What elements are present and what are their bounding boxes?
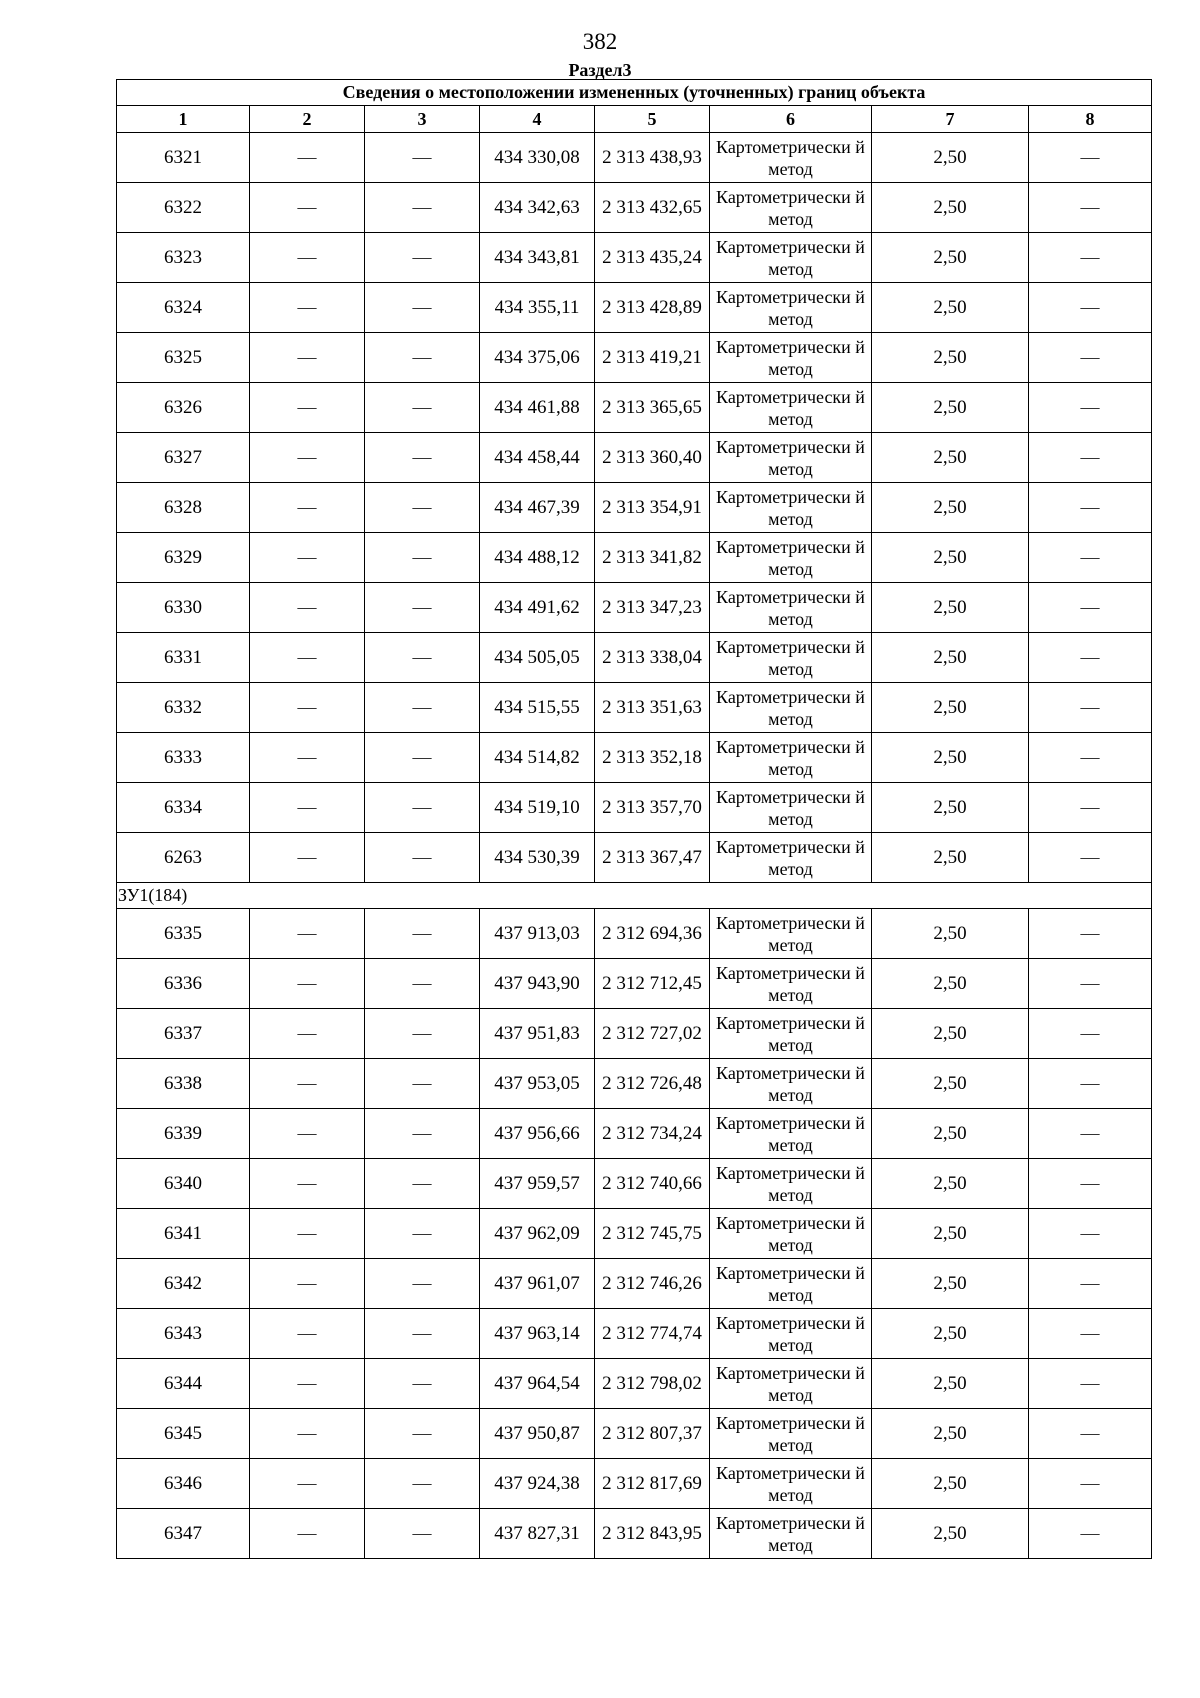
method-cell: Картометрически й метод <box>710 1459 872 1509</box>
precision-cell: 2,50 <box>872 1459 1029 1509</box>
coordinate-y-cell: 2 312 734,24 <box>595 1109 710 1159</box>
coordinate-x-cell: 434 491,62 <box>480 583 595 633</box>
empty-value-cell: — <box>1029 283 1152 333</box>
precision-cell: 2,50 <box>872 483 1029 533</box>
empty-value-cell: — <box>365 283 480 333</box>
empty-value-cell: — <box>250 1109 365 1159</box>
point-number-cell: 6322 <box>117 183 250 233</box>
precision-cell: 2,50 <box>872 783 1029 833</box>
coordinate-x-cell: 437 964,54 <box>480 1359 595 1409</box>
point-number-cell: 6330 <box>117 583 250 633</box>
method-cell: Картометрически й метод <box>710 333 872 383</box>
method-cell: Картометрически й метод <box>710 133 872 183</box>
empty-value-cell: — <box>1029 1109 1152 1159</box>
table-row <box>117 433 1152 483</box>
empty-value-cell: — <box>1029 1459 1152 1509</box>
point-number-cell: 6347 <box>117 1509 250 1559</box>
precision-cell: 2,50 <box>872 1159 1029 1209</box>
coordinate-x-cell: 434 342,63 <box>480 183 595 233</box>
empty-value-cell: — <box>250 333 365 383</box>
table-row <box>117 283 1152 333</box>
table-row <box>117 1459 1152 1509</box>
precision-cell: 2,50 <box>872 1059 1029 1109</box>
empty-value-cell: — <box>1029 1509 1152 1559</box>
point-number-cell: 6333 <box>117 733 250 783</box>
empty-value-cell: — <box>1029 1209 1152 1259</box>
method-cell: Картометрически й метод <box>710 683 872 733</box>
point-number-cell: 6343 <box>117 1309 250 1359</box>
coordinate-x-cell: 434 467,39 <box>480 483 595 533</box>
coordinate-x-cell: 434 343,81 <box>480 233 595 283</box>
empty-value-cell: — <box>250 783 365 833</box>
point-number-cell: 6339 <box>117 1109 250 1159</box>
coordinate-y-cell: 2 313 432,65 <box>595 183 710 233</box>
empty-value-cell: — <box>1029 833 1152 883</box>
empty-value-cell: — <box>1029 383 1152 433</box>
point-number-cell: 6263 <box>117 833 250 883</box>
column-number: 3 <box>365 106 480 133</box>
precision-cell: 2,50 <box>872 583 1029 633</box>
point-number-cell: 6321 <box>117 133 250 183</box>
empty-value-cell: — <box>1029 183 1152 233</box>
coordinate-x-cell: 437 961,07 <box>480 1259 595 1309</box>
point-number-cell: 6323 <box>117 233 250 283</box>
method-cell: Картометрически й метод <box>710 1009 872 1059</box>
coordinate-y-cell: 2 312 774,74 <box>595 1309 710 1359</box>
empty-value-cell: — <box>250 433 365 483</box>
precision-cell: 2,50 <box>872 1109 1029 1159</box>
coordinate-y-cell: 2 313 357,70 <box>595 783 710 833</box>
point-number-cell: 6325 <box>117 333 250 383</box>
empty-value-cell: — <box>1029 1059 1152 1109</box>
empty-value-cell: — <box>1029 633 1152 683</box>
table-row <box>117 233 1152 283</box>
point-number-cell: 6345 <box>117 1409 250 1459</box>
coordinate-y-cell: 2 312 740,66 <box>595 1159 710 1209</box>
coordinate-x-cell: 434 515,55 <box>480 683 595 733</box>
coordinate-x-cell: 437 827,31 <box>480 1509 595 1559</box>
empty-value-cell: — <box>1029 909 1152 959</box>
empty-value-cell: — <box>1029 959 1152 1009</box>
coordinate-x-cell: 434 458,44 <box>480 433 595 483</box>
empty-value-cell: — <box>365 183 480 233</box>
coordinate-y-cell: 2 312 798,02 <box>595 1359 710 1409</box>
empty-value-cell: — <box>365 1309 480 1359</box>
empty-value-cell: — <box>1029 783 1152 833</box>
coordinate-x-cell: 434 519,10 <box>480 783 595 833</box>
empty-value-cell: — <box>1029 483 1152 533</box>
method-cell: Картометрически й метод <box>710 433 872 483</box>
coordinate-y-cell: 2 313 352,18 <box>595 733 710 783</box>
coordinate-y-cell: 2 312 745,75 <box>595 1209 710 1259</box>
method-cell: Картометрически й метод <box>710 633 872 683</box>
point-number-cell: 6327 <box>117 433 250 483</box>
table-caption: Сведения о местоположении измененных (уточненных) границ объекта <box>117 80 1152 106</box>
empty-value-cell: — <box>365 1109 480 1159</box>
empty-value-cell: — <box>250 833 365 883</box>
coordinate-y-cell: 2 312 712,45 <box>595 959 710 1009</box>
coordinate-x-cell: 434 355,11 <box>480 283 595 333</box>
coordinate-x-cell: 437 951,83 <box>480 1009 595 1059</box>
table-row <box>117 1509 1152 1559</box>
empty-value-cell: — <box>1029 133 1152 183</box>
empty-value-cell: — <box>365 783 480 833</box>
empty-value-cell: — <box>250 1359 365 1409</box>
empty-value-cell: — <box>365 1459 480 1509</box>
empty-value-cell: — <box>1029 683 1152 733</box>
coordinate-x-cell: 437 956,66 <box>480 1109 595 1159</box>
precision-cell: 2,50 <box>872 133 1029 183</box>
coordinate-x-cell: 434 461,88 <box>480 383 595 433</box>
empty-value-cell: — <box>365 433 480 483</box>
coordinate-y-cell: 2 313 338,04 <box>595 633 710 683</box>
empty-value-cell: — <box>365 1509 480 1559</box>
empty-value-cell: — <box>1029 433 1152 483</box>
coordinate-x-cell: 437 913,03 <box>480 909 595 959</box>
empty-value-cell: — <box>250 633 365 683</box>
table-row <box>117 383 1152 433</box>
table-row <box>117 1059 1152 1109</box>
table-caption-row <box>117 80 1152 106</box>
empty-value-cell: — <box>365 533 480 583</box>
empty-value-cell: — <box>365 483 480 533</box>
empty-value-cell: — <box>1029 533 1152 583</box>
method-cell: Картометрически й метод <box>710 1059 872 1109</box>
precision-cell: 2,50 <box>872 633 1029 683</box>
coordinate-y-cell: 2 313 367,47 <box>595 833 710 883</box>
method-cell: Картометрически й метод <box>710 1409 872 1459</box>
column-number: 5 <box>595 106 710 133</box>
empty-value-cell: — <box>250 1259 365 1309</box>
empty-value-cell: — <box>1029 733 1152 783</box>
column-number-row <box>117 106 1152 133</box>
empty-value-cell: — <box>250 133 365 183</box>
coordinate-y-cell: 2 313 351,63 <box>595 683 710 733</box>
coordinate-x-cell: 437 959,57 <box>480 1159 595 1209</box>
method-cell: Картометрически й метод <box>710 733 872 783</box>
method-cell: Картометрически й метод <box>710 1359 872 1409</box>
empty-value-cell: — <box>365 633 480 683</box>
column-number: 7 <box>872 106 1029 133</box>
point-number-cell: 6329 <box>117 533 250 583</box>
table-row <box>117 1359 1152 1409</box>
precision-cell: 2,50 <box>872 1309 1029 1359</box>
precision-cell: 2,50 <box>872 1409 1029 1459</box>
point-number-cell: 6338 <box>117 1059 250 1109</box>
coordinate-x-cell: 437 924,38 <box>480 1459 595 1509</box>
point-number-cell: 6324 <box>117 283 250 333</box>
method-cell: Картометрически й метод <box>710 383 872 433</box>
empty-value-cell: — <box>1029 1159 1152 1209</box>
coordinate-y-cell: 2 312 817,69 <box>595 1459 710 1509</box>
coordinate-x-cell: 434 330,08 <box>480 133 595 183</box>
method-cell: Картометрически й метод <box>710 583 872 633</box>
precision-cell: 2,50 <box>872 959 1029 1009</box>
page-number: 382 <box>582 29 618 54</box>
coordinate-x-cell: 437 950,87 <box>480 1409 595 1459</box>
method-cell: Картометрически й метод <box>710 533 872 583</box>
table-row <box>117 1409 1152 1459</box>
column-number: 1 <box>117 106 250 133</box>
table-row <box>117 1209 1152 1259</box>
empty-value-cell: — <box>1029 1259 1152 1309</box>
method-cell: Картометрически й метод <box>710 1109 872 1159</box>
coordinate-x-cell: 434 505,05 <box>480 633 595 683</box>
method-cell: Картометрически й метод <box>710 233 872 283</box>
empty-value-cell: — <box>365 333 480 383</box>
empty-value-cell: — <box>1029 1309 1152 1359</box>
coordinate-y-cell: 2 313 419,21 <box>595 333 710 383</box>
method-cell: Картометрически й метод <box>710 909 872 959</box>
table-row <box>117 783 1152 833</box>
method-cell: Картометрически й метод <box>710 283 872 333</box>
method-cell: Картометрически й метод <box>710 1509 872 1559</box>
boundary-coordinates-table <box>116 79 1152 1559</box>
precision-cell: 2,50 <box>872 1359 1029 1409</box>
empty-value-cell: — <box>365 583 480 633</box>
empty-value-cell: — <box>365 909 480 959</box>
precision-cell: 2,50 <box>872 909 1029 959</box>
precision-cell: 2,50 <box>872 1209 1029 1259</box>
empty-value-cell: — <box>365 1409 480 1459</box>
empty-value-cell: — <box>365 1059 480 1109</box>
table-row <box>117 1259 1152 1309</box>
method-cell: Картометрически й метод <box>710 483 872 533</box>
point-number-cell: 6332 <box>117 683 250 733</box>
empty-value-cell: — <box>365 733 480 783</box>
precision-cell: 2,50 <box>872 183 1029 233</box>
table-row <box>117 733 1152 783</box>
table-row <box>117 1309 1152 1359</box>
table-row <box>117 683 1152 733</box>
coordinate-y-cell: 2 312 843,95 <box>595 1509 710 1559</box>
point-number-cell: 6340 <box>117 1159 250 1209</box>
precision-cell: 2,50 <box>872 383 1029 433</box>
method-cell: Картометрически й метод <box>710 1159 872 1209</box>
empty-value-cell: — <box>250 1059 365 1109</box>
coordinate-y-cell: 2 313 354,91 <box>595 483 710 533</box>
precision-cell: 2,50 <box>872 333 1029 383</box>
empty-value-cell: — <box>365 233 480 283</box>
empty-value-cell: — <box>250 1409 365 1459</box>
method-cell: Картометрически й метод <box>710 1309 872 1359</box>
column-number: 8 <box>1029 106 1152 133</box>
empty-value-cell: — <box>1029 333 1152 383</box>
point-number-cell: 6328 <box>117 483 250 533</box>
empty-value-cell: — <box>250 1309 365 1359</box>
table-row <box>117 1159 1152 1209</box>
coordinate-y-cell: 2 313 438,93 <box>595 133 710 183</box>
empty-value-cell: — <box>365 1009 480 1059</box>
table-row <box>117 533 1152 583</box>
empty-value-cell: — <box>250 533 365 583</box>
table-row <box>117 333 1152 383</box>
empty-value-cell: — <box>365 683 480 733</box>
group-label: ЗУ1(184) <box>117 883 1152 909</box>
method-cell: Картометрически й метод <box>710 783 872 833</box>
point-number-cell: 6344 <box>117 1359 250 1409</box>
table-row <box>117 959 1152 1009</box>
table-row <box>117 909 1152 959</box>
empty-value-cell: — <box>250 1459 365 1509</box>
coordinate-x-cell: 437 953,05 <box>480 1059 595 1109</box>
empty-value-cell: — <box>365 383 480 433</box>
coordinate-x-cell: 437 962,09 <box>480 1209 595 1259</box>
column-number: 2 <box>250 106 365 133</box>
empty-value-cell: — <box>250 283 365 333</box>
empty-value-cell: — <box>365 833 480 883</box>
coordinate-y-cell: 2 313 435,24 <box>595 233 710 283</box>
precision-cell: 2,50 <box>872 833 1029 883</box>
point-number-cell: 6346 <box>117 1459 250 1509</box>
method-cell: Картометрически й метод <box>710 183 872 233</box>
empty-value-cell: — <box>250 1009 365 1059</box>
column-number: 4 <box>480 106 595 133</box>
table-row <box>117 133 1152 183</box>
column-number: 6 <box>710 106 872 133</box>
precision-cell: 2,50 <box>872 433 1029 483</box>
coordinate-y-cell: 2 312 727,02 <box>595 1009 710 1059</box>
empty-value-cell: — <box>1029 583 1152 633</box>
table-row <box>117 633 1152 683</box>
table-row <box>117 1109 1152 1159</box>
table-body <box>117 80 1152 1559</box>
coordinate-y-cell: 2 312 807,37 <box>595 1409 710 1459</box>
point-number-cell: 6335 <box>117 909 250 959</box>
point-number-cell: 6334 <box>117 783 250 833</box>
table-row <box>117 483 1152 533</box>
empty-value-cell: — <box>365 959 480 1009</box>
coordinate-x-cell: 434 375,06 <box>480 333 595 383</box>
empty-value-cell: — <box>365 1209 480 1259</box>
point-number-cell: 6326 <box>117 383 250 433</box>
empty-value-cell: — <box>250 1159 365 1209</box>
empty-value-cell: — <box>250 1209 365 1259</box>
empty-value-cell: — <box>365 1359 480 1409</box>
precision-cell: 2,50 <box>872 533 1029 583</box>
precision-cell: 2,50 <box>872 1509 1029 1559</box>
empty-value-cell: — <box>365 1259 480 1309</box>
coordinate-y-cell: 2 313 428,89 <box>595 283 710 333</box>
empty-value-cell: — <box>250 959 365 1009</box>
group-label-row <box>117 883 1152 909</box>
empty-value-cell: — <box>250 909 365 959</box>
method-cell: Картометрически й метод <box>710 1209 872 1259</box>
empty-value-cell: — <box>1029 1359 1152 1409</box>
coordinate-y-cell: 2 313 360,40 <box>595 433 710 483</box>
empty-value-cell: — <box>250 183 365 233</box>
empty-value-cell: — <box>250 733 365 783</box>
empty-value-cell: — <box>1029 1409 1152 1459</box>
empty-value-cell: — <box>250 483 365 533</box>
empty-value-cell: — <box>365 1159 480 1209</box>
table-row <box>117 183 1152 233</box>
table-row <box>117 833 1152 883</box>
empty-value-cell: — <box>250 1509 365 1559</box>
empty-value-cell: — <box>1029 1009 1152 1059</box>
coordinate-x-cell: 434 514,82 <box>480 733 595 783</box>
precision-cell: 2,50 <box>872 233 1029 283</box>
method-cell: Картометрически й метод <box>710 959 872 1009</box>
coordinate-y-cell: 2 313 341,82 <box>595 533 710 583</box>
empty-value-cell: — <box>250 683 365 733</box>
point-number-cell: 6337 <box>117 1009 250 1059</box>
method-cell: Картометрически й метод <box>710 1259 872 1309</box>
method-cell: Картометрически й метод <box>710 833 872 883</box>
point-number-cell: 6331 <box>117 633 250 683</box>
coordinate-x-cell: 437 943,90 <box>480 959 595 1009</box>
empty-value-cell: — <box>250 383 365 433</box>
precision-cell: 2,50 <box>872 683 1029 733</box>
empty-value-cell: — <box>250 233 365 283</box>
coordinate-y-cell: 2 312 726,48 <box>595 1059 710 1109</box>
point-number-cell: 6336 <box>117 959 250 1009</box>
coordinate-x-cell: 434 530,39 <box>480 833 595 883</box>
coordinate-y-cell: 2 312 746,26 <box>595 1259 710 1309</box>
coordinate-y-cell: 2 313 365,65 <box>595 383 710 433</box>
empty-value-cell: — <box>1029 233 1152 283</box>
table-row <box>117 583 1152 633</box>
precision-cell: 2,50 <box>872 733 1029 783</box>
coordinate-x-cell: 437 963,14 <box>480 1309 595 1359</box>
table-row <box>117 1009 1152 1059</box>
point-number-cell: 6341 <box>117 1209 250 1259</box>
coordinate-y-cell: 2 312 694,36 <box>595 909 710 959</box>
coordinate-x-cell: 434 488,12 <box>480 533 595 583</box>
precision-cell: 2,50 <box>872 1009 1029 1059</box>
coordinate-y-cell: 2 313 347,23 <box>595 583 710 633</box>
empty-value-cell: — <box>250 583 365 633</box>
precision-cell: 2,50 <box>872 283 1029 333</box>
point-number-cell: 6342 <box>117 1259 250 1309</box>
section-title: Раздел3 <box>568 60 632 80</box>
precision-cell: 2,50 <box>872 1259 1029 1309</box>
empty-value-cell: — <box>365 133 480 183</box>
